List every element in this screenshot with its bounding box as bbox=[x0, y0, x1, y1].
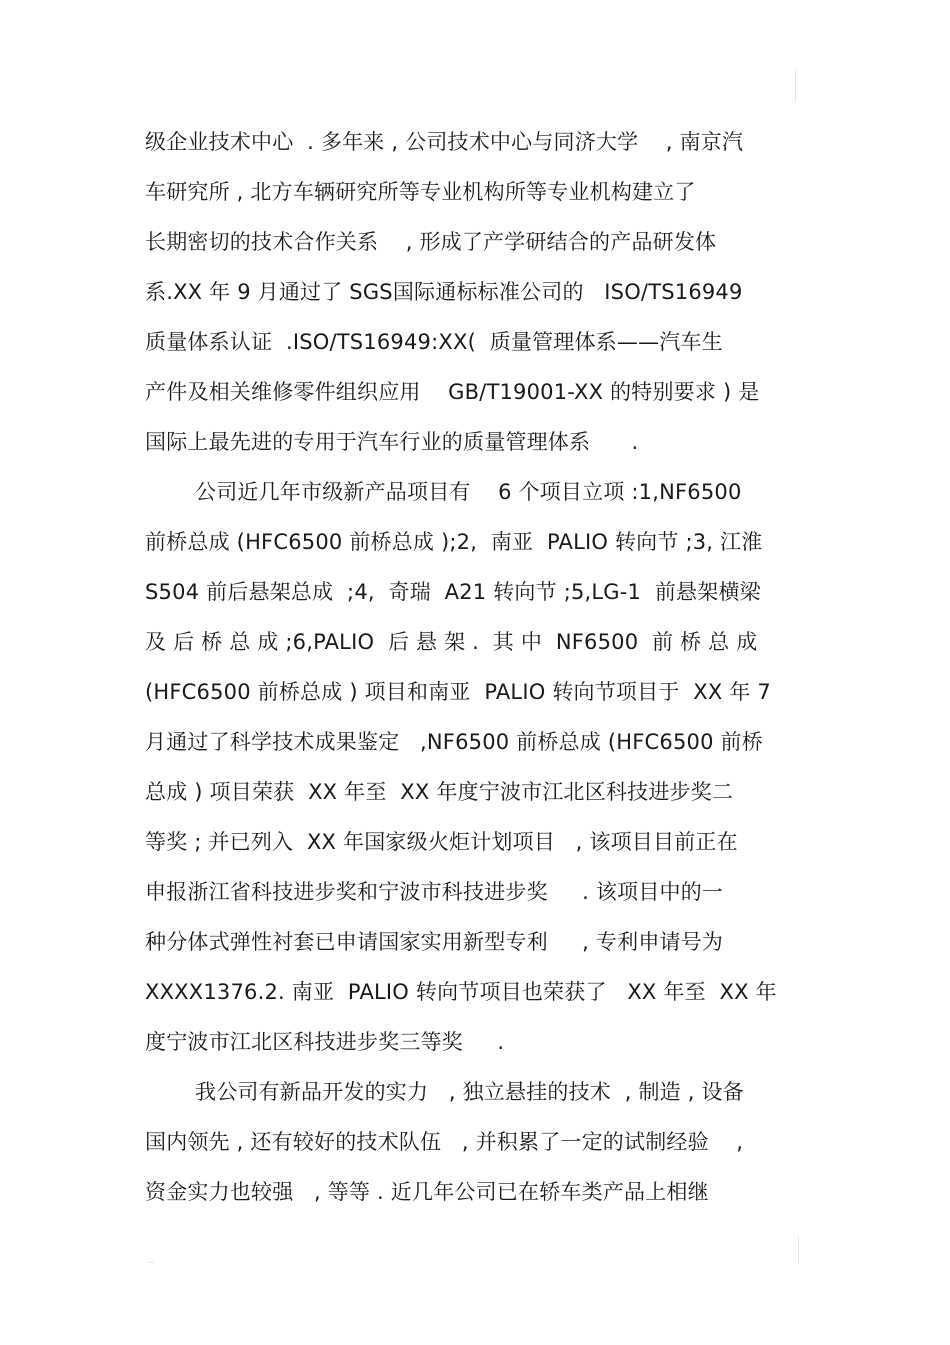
text-line: 系.XX 年 9 月通过了 SGS国际通标标准公司的 ISO/TS16949 bbox=[145, 280, 743, 304]
text-line: 国内领先 , 还有较好的技术队伍 , 并积累了一定的试制经验 , bbox=[145, 1130, 744, 1154]
text-line: 质量体系认证 .ISO/TS16949:XX( 质量管理体系——汽车生 bbox=[145, 330, 723, 354]
text-line: 长期密切的技术合作关系 , 形成了产学研结合的产品研发体 bbox=[145, 230, 717, 254]
text-line: (HFC6500 前桥总成 ) 项目和南亚 PALIO 转向节项目于 XX 年 7 bbox=[145, 680, 771, 704]
text-line: 产件及相关维修零件组织应用 GB/T19001-XX 的特别要求 ) 是 bbox=[145, 380, 760, 404]
page-corner-mark bbox=[798, 1236, 799, 1264]
text-line: 车研究所 , 北方车辆研究所等专业机构所等专业机构建立了 bbox=[145, 180, 696, 204]
text-line: XXXX1376.2. 南亚 PALIO 转向节项目也荣获了 XX 年至 XX 年 bbox=[145, 980, 777, 1004]
paragraph-first-line: 公司近几年市级新产品项目有 6 个项目立项 :1,NF6500 bbox=[195, 480, 742, 504]
text-line: 度宁波市江北区科技进步奖三等奖 . bbox=[145, 1030, 505, 1054]
text-line: 及 后 桥 总 成 ;6,PALIO 后 悬 架 . 其 中 NF6500 前 桥 总 成 bbox=[145, 630, 758, 654]
text-line: 总成 ) 项目荣获 XX 年至 XX 年度宁波市江北区科技进步奖二 bbox=[145, 780, 734, 804]
text-line: 资金实力也较强 , 等等 . 近几年公司已在轿车类产品上相继 bbox=[145, 1180, 709, 1204]
text-line: 国际上最先进的专用于汽车行业的质量管理体系 . bbox=[145, 430, 639, 454]
text-line: 申报浙江省科技进步奖和宁波市科技进步奖 . 该项目中的一 bbox=[145, 880, 724, 904]
text-line: S504 前后悬架总成 ;4, 奇瑞 A21 转向节 ;5,LG-1 前悬架横梁 bbox=[145, 580, 761, 604]
paragraph-first-line: 我公司有新品开发的实力 , 独立悬挂的技术 , 制造 , 设备 bbox=[195, 1080, 744, 1104]
page-corner-mark bbox=[795, 70, 796, 102]
text-line: 前桥总成 (HFC6500 前桥总成 );2, 南亚 PALIO 转向节 ;3, 江淮 bbox=[145, 530, 763, 554]
text-line: 等奖 ; 并已列入 XX 年国家级火炬计划项目 , 该项目目前正在 bbox=[145, 830, 738, 854]
text-line: 月通过了科学技术成果鉴定 ,NF6500 前桥总成 (HFC6500 前桥 bbox=[145, 730, 763, 754]
text-line: 级企业技术中心 . 多年来 , 公司技术中心与同济大学 , 南京汽 bbox=[145, 130, 744, 154]
text-line: 种分体式弹性衬套已申请国家实用新型专利 , 专利申请号为 bbox=[145, 930, 724, 954]
page-corner-mark bbox=[148, 1262, 154, 1263]
